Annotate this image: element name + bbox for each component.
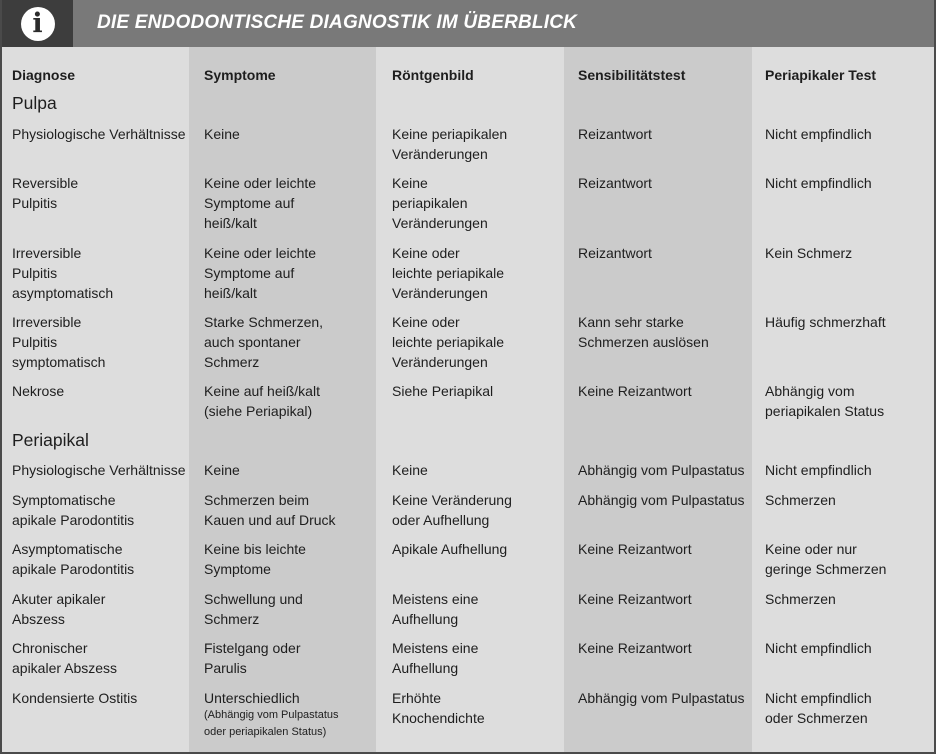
table-cell-symptome: Keine oder leichte Symptome auf heiß/kalt [204, 245, 317, 301]
table-cell-symptome: Keine [204, 126, 240, 142]
table-cell-roentgenbild: Meistens eine Aufhellung [392, 640, 479, 676]
table-cell-symptome: Unterschiedlich [204, 690, 300, 706]
column-header-roentgenbild: Röntgenbild [392, 67, 474, 83]
table-cell-diagnose: Symptomatische apikale Parodontitis [12, 492, 135, 528]
table-cell-periapikaler-test: Nicht empfindlich oder Schmerzen [765, 690, 872, 726]
table-cell-periapikaler-test: Kein Schmerz [765, 245, 853, 261]
table-cell-periapikaler-test: Häufig schmerzhaft [765, 314, 886, 330]
table-cell-roentgenbild: Apikale Aufhellung [392, 541, 508, 557]
table-cell-symptome: Fistelgang oder Parulis [204, 640, 301, 676]
table-cell-note: (Abhängig vom Pulpastatus oder periapikalen Status) [204, 709, 339, 738]
info-icon: i [21, 7, 55, 41]
table-cell-periapikaler-test: Nicht empfindlich [765, 640, 872, 656]
table-cell-sensibilitaetstest: Keine Reizantwort [578, 640, 692, 656]
table-cell-sensibilitaetstest: Keine Reizantwort [578, 591, 692, 607]
table-cell-roentgenbild: Keine Veränderung oder Aufhellung [392, 492, 512, 528]
table-cell-sensibilitaetstest: Reizantwort [578, 126, 652, 142]
table-cell-periapikaler-test: Nicht empfindlich [765, 126, 872, 142]
table-cell-diagnose: Kondensierte Ostitis [12, 690, 138, 706]
table-cell-diagnose: Akuter apikaler Abszess [12, 591, 106, 627]
header-bar [2, 0, 936, 47]
table-cell-roentgenbild: Keine oder leichte periapikale Veränderungen [392, 245, 505, 301]
table-cell-diagnose: Physiologische Verhältnisse [12, 462, 186, 478]
table-cell-sensibilitaetstest: Abhängig vom Pulpastatus [578, 690, 745, 706]
table-cell-symptome: Keine auf heiß/kalt (siehe Periapikal) [204, 383, 320, 419]
section-label-pulpa: Pulpa [12, 93, 57, 113]
table-cell-periapikaler-test: Nicht empfindlich [765, 462, 872, 478]
column-header-diagnose: Diagnose [12, 67, 76, 83]
table-cell-roentgenbild: Keine oder leichte periapikale Veränderungen [392, 314, 505, 370]
table-cell-symptome: Schmerzen beim Kauen und auf Druck [204, 492, 336, 528]
table-cell-symptome: Keine [204, 462, 240, 478]
table-cell-roentgenbild: Erhöhte Knochendichte [392, 690, 485, 726]
table-cell-diagnose: Nekrose [12, 383, 65, 399]
table-cell-roentgenbild: Keine periapikalen Veränderungen [392, 126, 508, 162]
column-header-sensibilitaetstest: Sensibilitätstest [578, 67, 686, 83]
table-cell-symptome: Keine oder leichte Symptome auf heiß/kalt [204, 175, 317, 231]
table-cell-sensibilitaetstest: Reizantwort [578, 245, 652, 261]
table-cell-sensibilitaetstest: Reizantwort [578, 175, 652, 191]
table-cell-sensibilitaetstest: Abhängig vom Pulpastatus [578, 492, 745, 508]
table-cell-symptome: Schwellung und Schmerz [204, 591, 303, 627]
table-cell-diagnose: Chronischer apikaler Abszess [12, 640, 118, 676]
table-cell-diagnose: Reversible Pulpitis [12, 175, 79, 211]
column-header-periapikaler-test: Periapikaler Test [765, 67, 877, 83]
table-cell-sensibilitaetstest: Keine Reizantwort [578, 383, 692, 399]
table-cell-diagnose: Asymptomatische apikale Parodontitis [12, 541, 135, 577]
section-label-periapikal: Periapikal [12, 430, 89, 450]
table-cell-diagnose: Physiologische Verhältnisse [12, 126, 186, 142]
table-cell-sensibilitaetstest: Abhängig vom Pulpastatus [578, 462, 745, 478]
table-cell-symptome: Starke Schmerzen, auch spontaner Schmerz [204, 314, 324, 370]
table-cell-sensibilitaetstest: Kann sehr starke Schmerzen auslösen [578, 314, 709, 350]
info-icon-box [2, 0, 73, 47]
table-cell-periapikaler-test: Schmerzen [765, 492, 836, 508]
table-cell-periapikaler-test: Abhängig vom periapikalen Status [765, 383, 885, 419]
table-cell-roentgenbild: Keine [392, 462, 428, 478]
table-cell-periapikaler-test: Schmerzen [765, 591, 836, 607]
page-title: DIE ENDODONTISCHE DIAGNOSTIK IM ÜBERBLICK [97, 12, 578, 33]
table-cell-diagnose: Irreversible Pulpitis asymptomatisch [12, 245, 114, 301]
table-cell-roentgenbild: Siehe Periapikal [392, 383, 494, 399]
table-cell-periapikaler-test: Keine oder nur geringe Schmerzen [765, 541, 887, 577]
table-cell-diagnose: Irreversible Pulpitis symptomatisch [12, 314, 106, 370]
column-header-symptome: Symptome [204, 67, 276, 83]
table-cell-roentgenbild: Keine periapikalen Veränderungen [392, 175, 488, 231]
table-cell-roentgenbild: Meistens eine Aufhellung [392, 591, 479, 627]
table-cell-symptome: Keine bis leichte Symptome [204, 541, 306, 577]
table-cell-periapikaler-test: Nicht empfindlich [765, 175, 872, 191]
table-cell-sensibilitaetstest: Keine Reizantwort [578, 541, 692, 557]
